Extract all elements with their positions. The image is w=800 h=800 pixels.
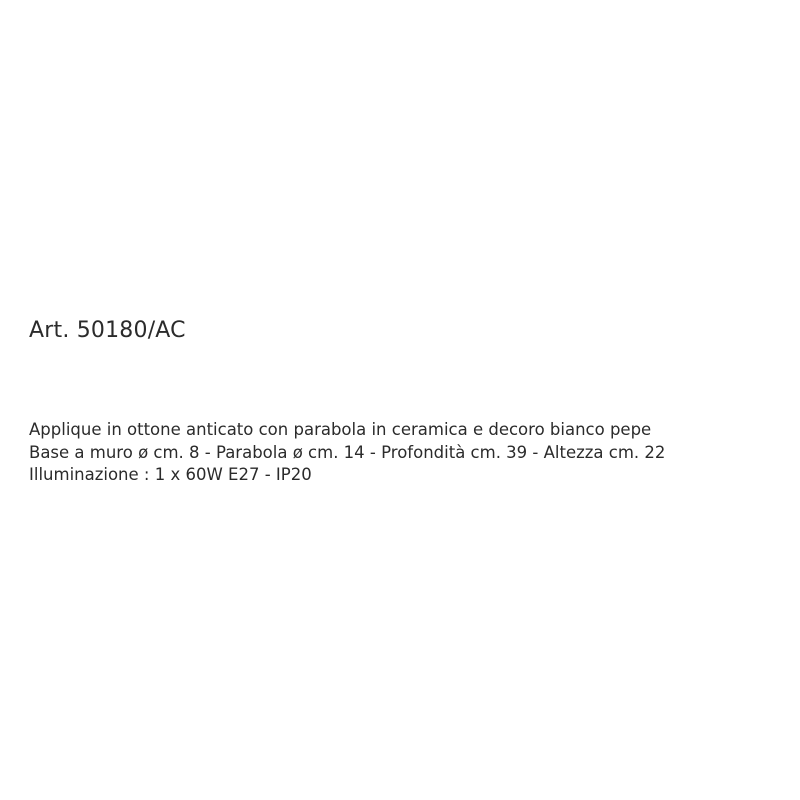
product-description — [29, 419, 789, 487]
description-line-material: Applique in ottone anticato con parabola in ceramica e decoro bianco pepe — [29, 420, 652, 439]
article-code-title: Art. 50180/AC — [29, 318, 186, 343]
description-line-dimensions: Base a muro ø cm. 8 - Parabola ø cm. 14 - Profondità cm. 39 - Altezza cm. 22 — [29, 442, 666, 462]
description-line-lighting: Illuminazione : 1 x 60W E27 - IP20 — [29, 465, 312, 484]
